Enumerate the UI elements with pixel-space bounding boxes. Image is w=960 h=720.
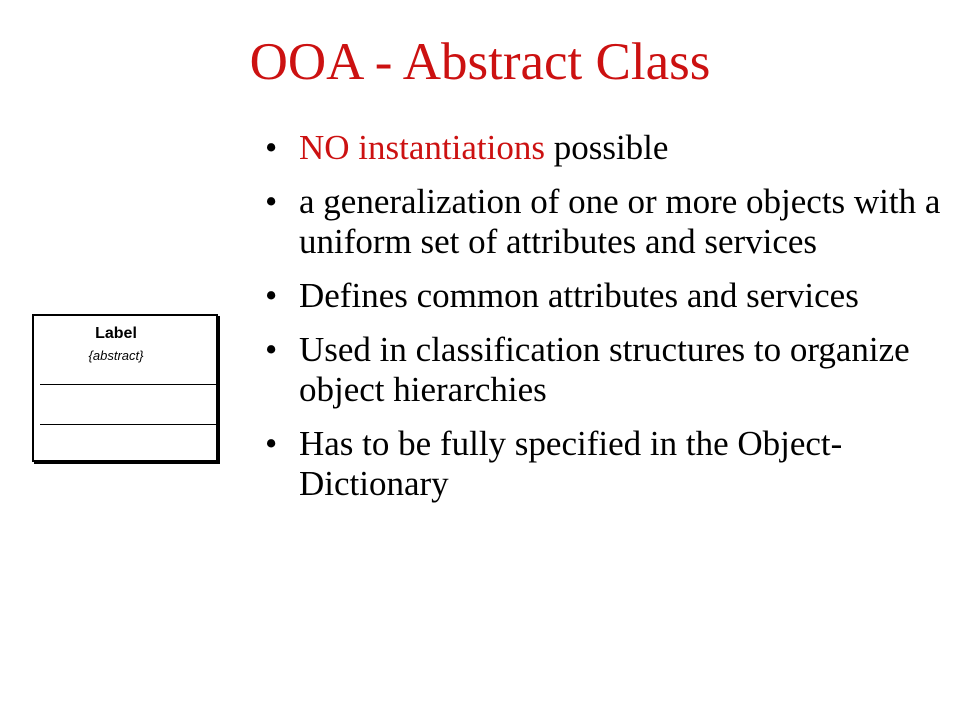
bullet-text: Used in classification structures to organize object hierarchies [299, 330, 910, 409]
bullet-marker: • [265, 276, 278, 315]
uml-class-stereotype: {abstract} [88, 348, 144, 363]
bullet-text: Defines common attributes and services [299, 276, 859, 315]
bullet-item [262, 128, 952, 168]
bullet-marker: • [265, 330, 278, 369]
bullet-item [262, 182, 952, 262]
bullet-marker: • [265, 424, 278, 463]
uml-attributes-divider [40, 384, 218, 385]
bullet-item [262, 276, 952, 316]
uml-class-name: Label [95, 325, 137, 342]
bullet-text: a generalization of one or more objects with a uniform set of attributes and services [299, 182, 941, 261]
bullet-marker: • [265, 128, 278, 167]
bullet-text: possible [544, 128, 669, 167]
uml-services-divider [40, 424, 218, 425]
bullet-item [262, 424, 952, 504]
bullet-emphasis: NO instantiations [299, 128, 545, 167]
bullet-item [262, 330, 952, 410]
bullet-marker: • [265, 182, 278, 221]
bullet-list [262, 128, 952, 518]
slide-title: OOA - Abstract Class [249, 33, 711, 91]
uml-class-box [32, 314, 218, 462]
bullet-text: Has to be fully specified in the Object-Dictionary [299, 424, 843, 503]
